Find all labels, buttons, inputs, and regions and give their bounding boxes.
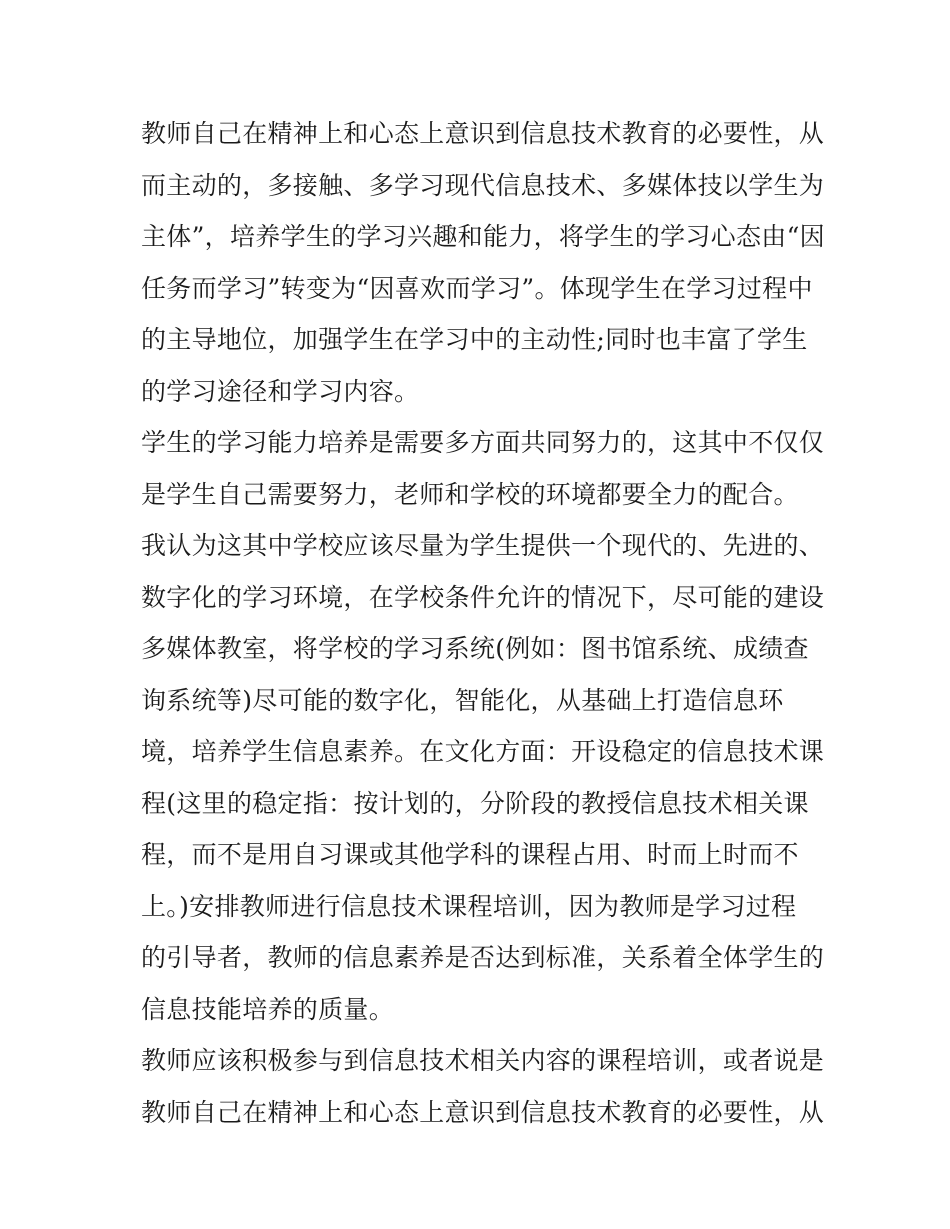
text-line: 是学生自己需要努力，老师和学校的环境都要全力的配合。 — [141, 479, 799, 509]
text-line: 上。)安排教师进行信息技术课程培训，因为教师是学习过程 — [141, 891, 797, 921]
text-line: 教师自己在精神上和心态上意识到信息技术教育的必要性，从 — [141, 1097, 825, 1127]
text-line: 主体”，培养学生的学习兴趣和能力，将学生的学习心态由“因 — [141, 222, 825, 251]
text-line: 询系统等)尽可能的数字化，智能化，从基础上打造信息环 — [141, 685, 784, 715]
text-line: 的主导地位，加强学生在学习中的主动性;同时也丰富了学生 — [141, 325, 808, 354]
text-line: 的学习途径和学习内容。 — [141, 376, 420, 406]
text-line: 而主动的，多接触、多学习现代信息技术、多媒体技以学生为 — [141, 170, 825, 200]
text-line: 数字化的学习环境，在学校条件允许的情况下，尽可能的建设 — [141, 582, 825, 612]
text-line: 学生的学习能力培养是需要多方面共同努力的，这其中不仅仅 — [141, 428, 825, 457]
text-line: 的引导者，教师的信息素养是否达到标准，关系着全体学生的 — [141, 943, 825, 972]
text-line: 多媒体教室，将学校的学习系统(例如：图书馆系统、成绩查 — [141, 634, 809, 663]
text-line: 程(这里的稳定指：按计划的，分阶段的教授信息技术相关课 — [141, 788, 809, 818]
document-body — [141, 108, 825, 1138]
text-line: 程，而不是用自习课或其他学科的课程占用、时而上时而不 — [141, 840, 799, 869]
text-line: 我认为这其中学校应该尽量为学生提供一个现代的、先进的、 — [141, 531, 825, 560]
text-line: 教师自己在精神上和心态上意识到信息技术教育的必要性，从 — [141, 119, 825, 148]
text-line: 教师应该积极参与到信息技术相关内容的课程培训，或者说是 — [141, 1046, 825, 1075]
text-line: 信息技能培养的质量。 — [141, 994, 395, 1024]
text-line: 任务而学习”转变为“因喜欢而学习”。体现学生在学习过程中 — [141, 273, 813, 303]
text-line: 境，培养学生信息素养。在文化方面：开设稳定的信息技术课 — [141, 737, 825, 766]
